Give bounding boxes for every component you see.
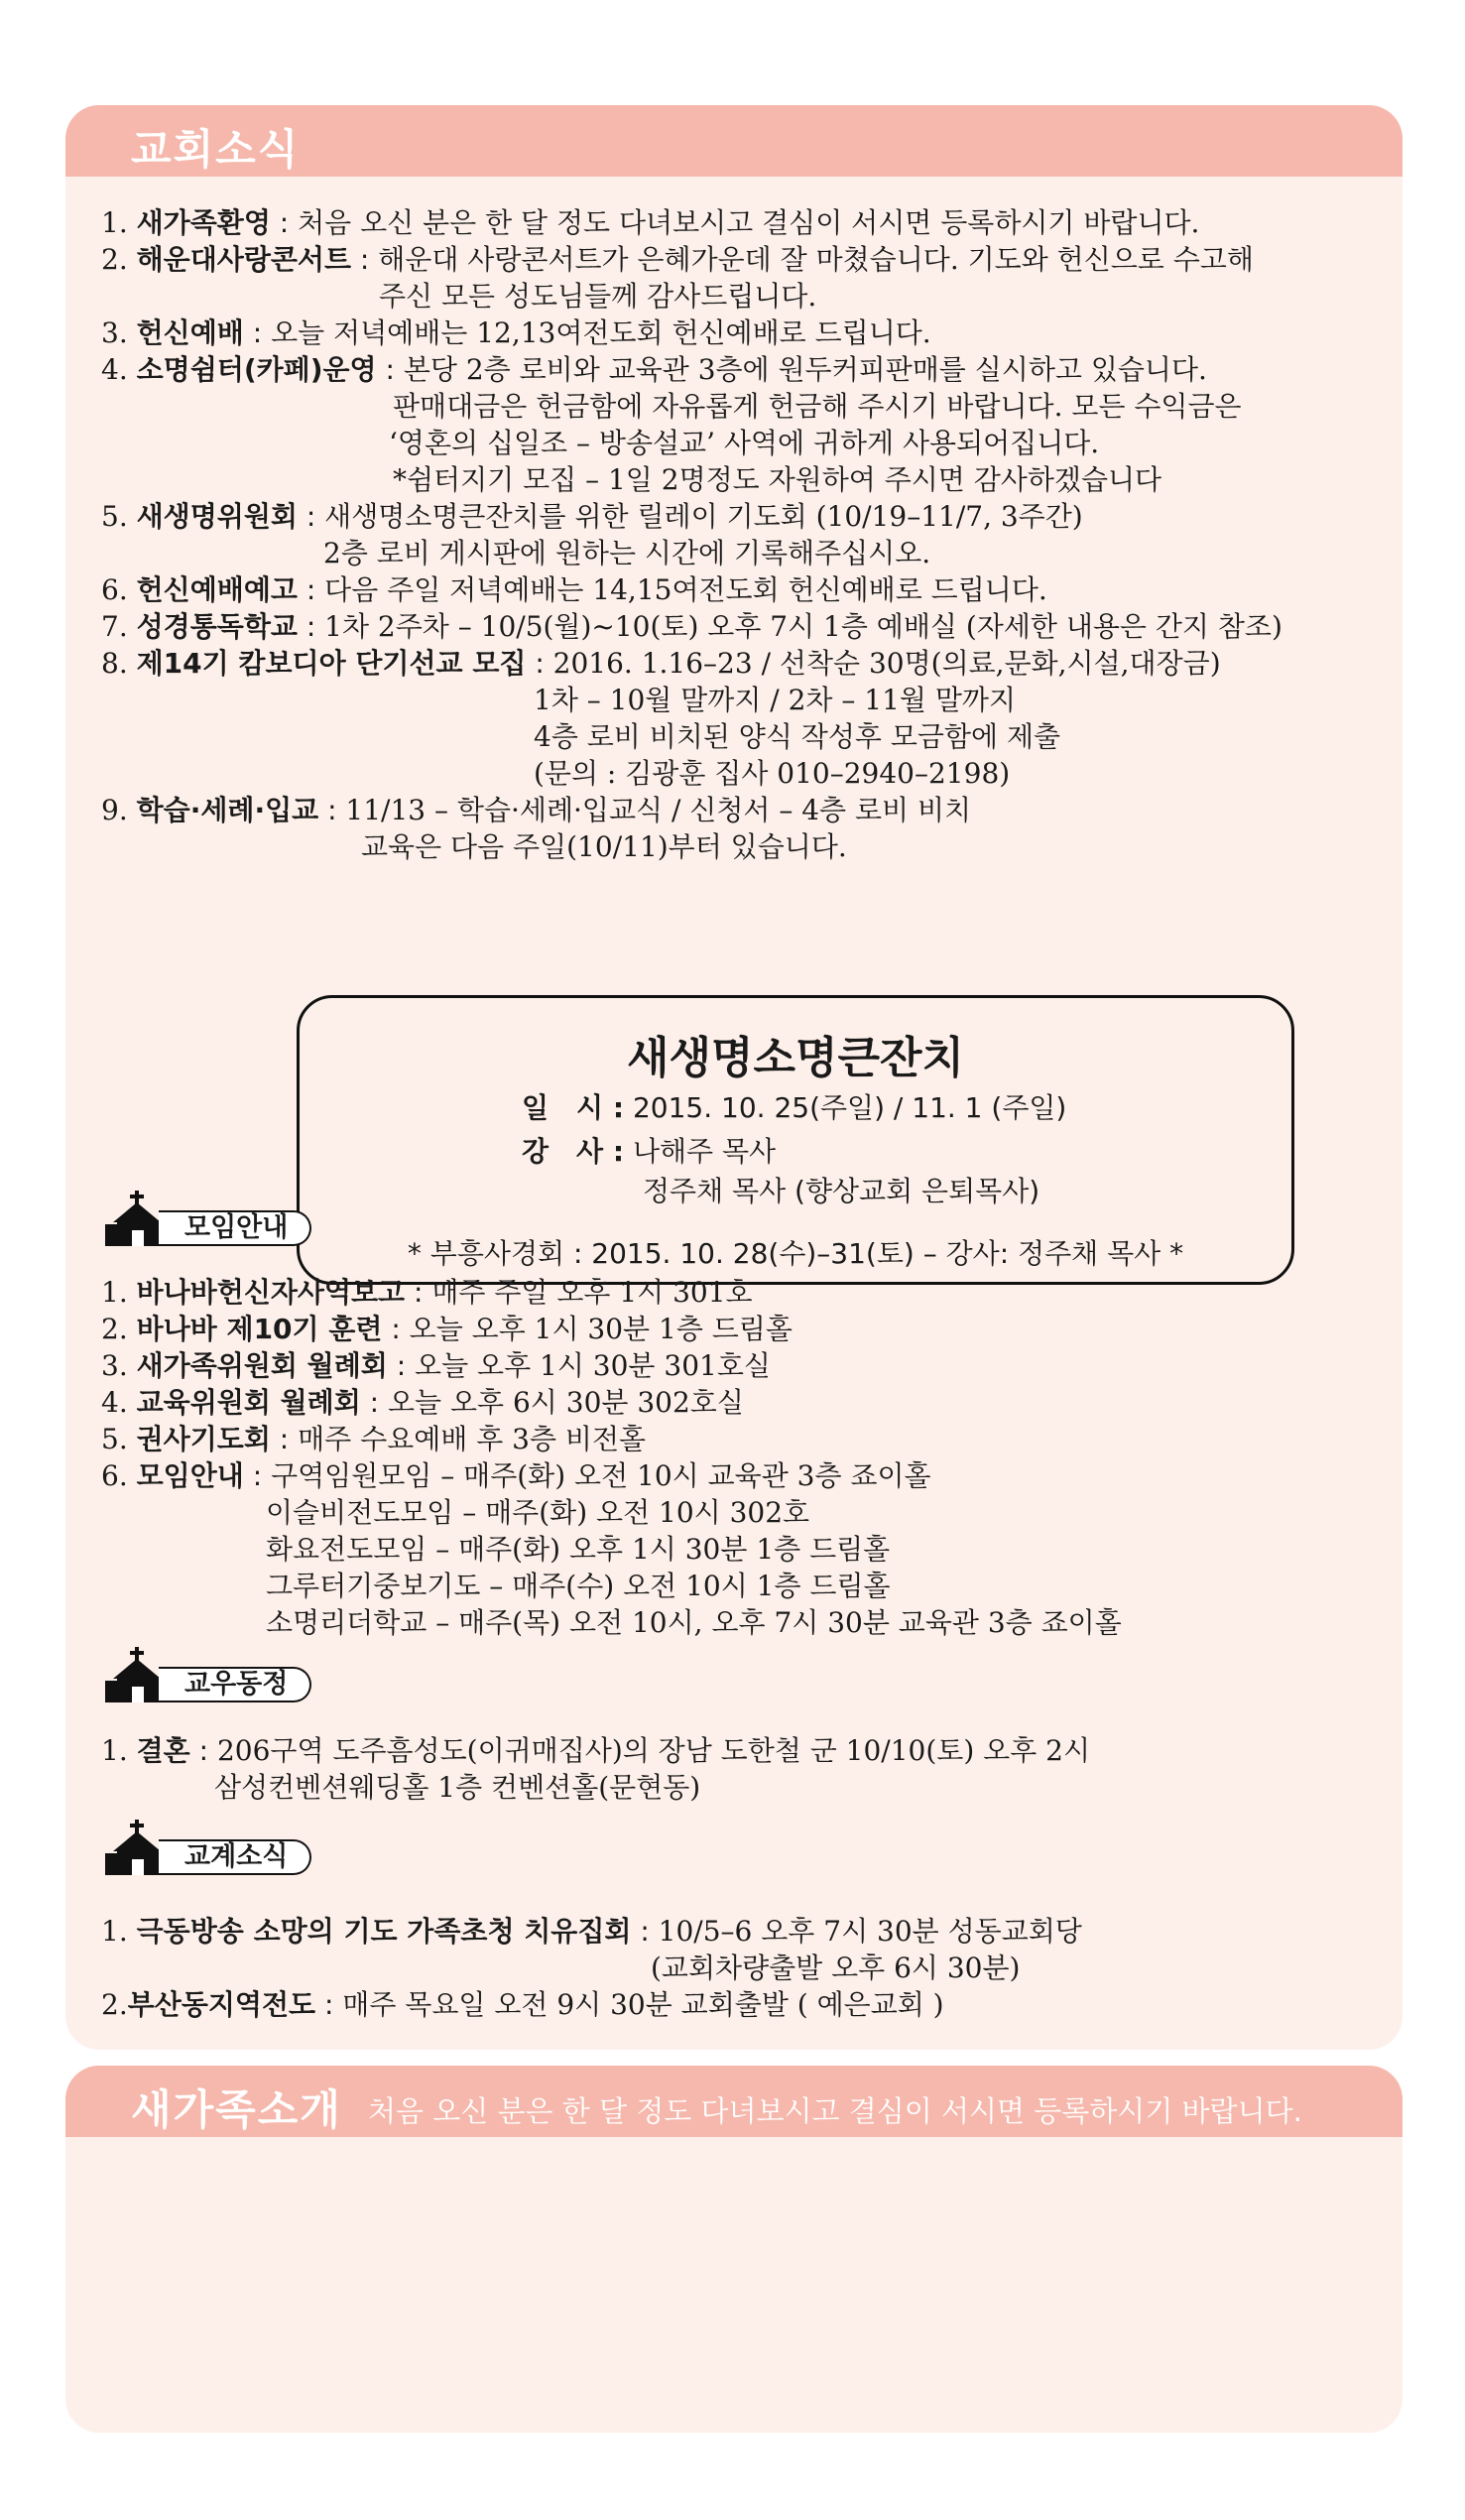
news-item-1: 1. 새가족환영 : 처음 오신 분은 한 달 정도 다녀보시고 결심이 서시면 등록하시기 바랍니다. xyxy=(101,206,1200,239)
meeting-item-label: 바나바헌신자사역보고 xyxy=(136,1276,406,1309)
church-news-panel xyxy=(65,105,1403,2050)
meeting-item-2: 2. 바나바 제10기 훈련 : 오늘 오후 1시 30분 1층 드림홀 xyxy=(101,1313,793,1345)
news-item-4-cont-1: 판매대금은 헌금함에 자유롭게 헌금해 주시기 바랍니다. 모든 수익금은 xyxy=(393,390,1242,423)
news-item-text: 처음 오신 분은 한 달 정도 다녀보시고 결심이 서시면 등록하시기 바랍니다. xyxy=(298,206,1200,239)
meeting-item-3: 3. 새가족위원회 월례회 : 오늘 오후 1시 30분 301호실 xyxy=(101,1349,771,1382)
new-family-subtitle: 처음 오신 분은 한 달 정도 다녀보시고 결심이 서시면 등록하시기 바랍니다. xyxy=(368,2094,1302,2128)
meeting-item-5: 5. 권사기도회 : 매주 수요예배 후 3층 비전홀 xyxy=(101,1423,647,1455)
news-item-7: 7. 성경통독학교 : 1차 2주차 – 10/5(월)~10(토) 오후 7시 1층 예배실 (자세한 내용은 간지 참조) xyxy=(101,610,1282,643)
event-speaker-1: 나해주 목사 xyxy=(632,1135,777,1168)
news-item-8: 8. 제14기 캄보디아 단기선교 모집 : 2016. 1.16–23 / 선착순 30명(의료,문화,시설,대장금) xyxy=(101,647,1221,680)
news-item-text: 오늘 저녁예배는 12,13여전도회 헌신예배로 드립니다. xyxy=(271,316,931,349)
meeting-item-text: 매주 주일 오후 1시 301호 xyxy=(431,1276,753,1309)
news-item-label: 학습·세례·입교 xyxy=(136,794,319,826)
event-box xyxy=(297,995,1294,1285)
members-item-1-cont: 삼성컨벤션웨딩홀 1층 컨벤션홀(문현동) xyxy=(214,1771,701,1804)
news-item-text: 1차 2주차 – 10/5(월)~10(토) 오후 7시 1층 예배실 (자세한 내용은 간지 참조) xyxy=(324,610,1282,643)
news-item-4-cont-2: ‘영혼의 십일조 – 방송설교’ 사역에 귀하게 사용되어집니다. xyxy=(389,427,1100,459)
news-item-4-cont-3: *쉼터지기 모집 – 1일 2명정도 자원하여 주시면 감사하겠습니다 xyxy=(393,463,1162,496)
news-item-2: 2. 해운대사랑콘서트 : 해운대 사랑콘서트가 은혜가운데 잘 마쳤습니다. 기도와 헌신으로 수고해 xyxy=(101,243,1254,276)
meeting-item-1: 1. 바나바헌신자사역보고 : 매주 주일 오후 1시 301호 xyxy=(101,1276,753,1309)
meetings-title: 모임안내 xyxy=(159,1210,311,1246)
news-item-label: 새생명위원회 xyxy=(136,500,298,533)
meeting-item-4: 4. 교육위원회 월례회 : 오늘 오후 6시 30분 302호실 xyxy=(101,1386,744,1419)
news-item-text: 11/13 – 학습·세례·입교식 / 신청서 – 4층 로비 비치 xyxy=(345,794,972,826)
news-item-5: 5. 새생명위원회 : 새생명소명큰잔치를 위한 릴레이 기도회 (10/19–11/7, 3주간) xyxy=(101,500,1083,533)
news-item-text: 새생명소명큰잔치를 위한 릴레이 기도회 (10/19–11/7, 3주간) xyxy=(324,500,1083,533)
meeting-item-label: 권사기도회 xyxy=(136,1423,271,1455)
other-item-1: 1. 극동방송 소망의 기도 가족초청 치유집회 : 10/5–6 오후 7시 30분 성동교회당 xyxy=(101,1915,1082,1948)
news-item-text: 해운대 사랑콘서트가 은혜가운데 잘 마쳤습니다. 기도와 헌신으로 수고해 xyxy=(378,243,1254,276)
news-item-label: 해운대사랑콘서트 xyxy=(136,243,352,276)
news-item-4: 4. 소명쉼터(카페)운영 : 본당 2층 로비와 교육관 3층에 원두커피판매를 실시하고 있습니다. xyxy=(101,353,1207,386)
meeting-item-text: 구역임원모임 – 매주(화) 오전 10시 교육관 3층 죠이홀 xyxy=(271,1459,931,1492)
news-item-6: 6. 헌신예배예고 : 다음 주일 저녁예배는 14,15여전도회 헌신예배로 드립니다. xyxy=(101,573,1047,606)
new-family-title: 새가족소개 xyxy=(131,2085,342,2134)
event-speaker xyxy=(522,1133,776,1170)
event-speaker-2: 정주채 목사 (향상교회 은퇴목사) xyxy=(643,1175,1040,1207)
event-date xyxy=(522,1089,1066,1126)
news-item-text: 다음 주일 저녁예배는 14,15여전도회 헌신예배로 드립니다. xyxy=(324,573,1047,606)
meeting-item-label: 모임안내 xyxy=(136,1459,244,1492)
members-item-1: 1. 결혼 : 206구역 도주흠성도(이귀매집사)의 장남 도한철 군 10/10(토) 오후 2시 xyxy=(101,1734,1091,1767)
meeting-item-6-cont-2: 화요전도모임 – 매주(화) 오후 1시 30분 1층 드림홀 xyxy=(266,1533,891,1566)
meeting-item-6-cont-1: 이슬비전도모임 – 매주(화) 오전 10시 302호 xyxy=(266,1496,810,1529)
event-revival: * 부흥사경회 : 2015. 10. 28(수)–31(토) – 강사: 정주채 목사 * xyxy=(407,1237,1184,1270)
other-churches-title: 교계소식 xyxy=(159,1839,311,1875)
event-date-label: 일 시 : xyxy=(522,1091,625,1124)
meeting-item-text: 매주 수요예배 후 3층 비전홀 xyxy=(298,1423,647,1455)
news-item-text: 2016. 1.16–23 / 선착순 30명(의료,문화,시설,대장금) xyxy=(552,647,1221,680)
new-family-header xyxy=(65,2066,1403,2137)
event-date-value: 2015. 10. 25(주일) / 11. 1 (주일) xyxy=(632,1091,1067,1124)
meeting-item-6-cont-4: 소명리더학교 – 매주(목) 오전 10시, 오후 7시 30분 교육관 3층 죠이홀 xyxy=(266,1606,1122,1639)
news-item-label: 소명쉼터(카페)운영 xyxy=(136,353,377,386)
meeting-item-label: 교육위원회 월례회 xyxy=(136,1386,361,1419)
other-item-text: 매주 목요일 오전 9시 30분 교회출발 ( 예은교회 ) xyxy=(342,1988,944,2021)
news-item-label: 헌신예배 xyxy=(136,316,244,349)
news-item-label: 성경통독학교 xyxy=(136,610,298,643)
meeting-item-label: 바나바 제10기 훈련 xyxy=(136,1313,383,1345)
news-item-8-cont-1: 1차 – 10월 말까지 / 2차 – 11월 말까지 xyxy=(534,684,1017,716)
news-item-9-cont: 교육은 다음 주일(10/11)부터 있습니다. xyxy=(361,830,847,863)
news-item-5-cont: 2층 로비 게시판에 원하는 시간에 기록해주십시오. xyxy=(323,537,931,569)
members-item-label: 결혼 xyxy=(136,1734,190,1767)
news-item-9: 9. 학습·세례·입교 : 11/13 – 학습·세례·입교식 / 신청서 – 4층 로비 비치 xyxy=(101,794,972,826)
other-item-2: 2.부산동지역전도 : 매주 목요일 오전 9시 30분 교회출발 ( 예은교회 ) xyxy=(101,1988,944,2021)
news-item-8-cont-3: (문의 : 김광훈 집사 010–2940–2198) xyxy=(534,757,1011,790)
news-item-label: 제14기 캄보디아 단기선교 모집 xyxy=(136,647,527,680)
new-family-panel xyxy=(65,2066,1403,2433)
news-item-8-cont-2: 4층 로비 비치된 양식 작성후 모금함에 제출 xyxy=(534,720,1061,753)
meeting-item-text: 오늘 오후 1시 30분 301호실 xyxy=(415,1349,771,1382)
other-item-label: 극동방송 소망의 기도 가족초청 치유집회 xyxy=(136,1915,632,1948)
meeting-item-6-cont-3: 그루터기중보기도 – 매주(수) 오전 10시 1층 드림홀 xyxy=(266,1570,891,1602)
members-title: 교우동정 xyxy=(159,1667,311,1702)
event-speaker-label: 강 사 : xyxy=(522,1135,625,1168)
meeting-item-text: 오늘 오후 1시 30분 1층 드림홀 xyxy=(409,1313,793,1345)
news-item-label: 새가족환영 xyxy=(136,206,271,239)
other-item-text: 10/5–6 오후 7시 30분 성동교회당 xyxy=(658,1915,1082,1948)
other-item-label: 부산동지역전도 xyxy=(127,1988,316,2021)
news-item-text: 본당 2층 로비와 교육관 3층에 원두커피판매를 실시하고 있습니다. xyxy=(403,353,1207,386)
news-item-label: 헌신예배예고 xyxy=(136,573,298,606)
church-news-header xyxy=(65,105,1403,177)
news-item-2-cont: 주신 모든 성도님들께 감사드립니다. xyxy=(379,280,817,313)
meeting-item-label: 새가족위원회 월례회 xyxy=(136,1349,388,1382)
other-item-1-cont: (교회차량출발 오후 6시 30분) xyxy=(651,1952,1021,1984)
members-item-text: 206구역 도주흠성도(이귀매집사)의 장남 도한철 군 10/10(토) 오후 2시 xyxy=(216,1734,1091,1767)
meeting-item-text: 오늘 오후 6시 30분 302호실 xyxy=(388,1386,744,1419)
meeting-item-6: 6. 모임안내 : 구역임원모임 – 매주(화) 오전 10시 교육관 3층 죠이홀 xyxy=(101,1459,931,1492)
news-item-3: 3. 헌신예배 : 오늘 저녁예배는 12,13여전도회 헌신예배로 드립니다. xyxy=(101,316,931,349)
event-title: 새생명소명큰잔치 xyxy=(626,1033,965,1083)
church-news-title: 교회소식 xyxy=(131,125,301,174)
